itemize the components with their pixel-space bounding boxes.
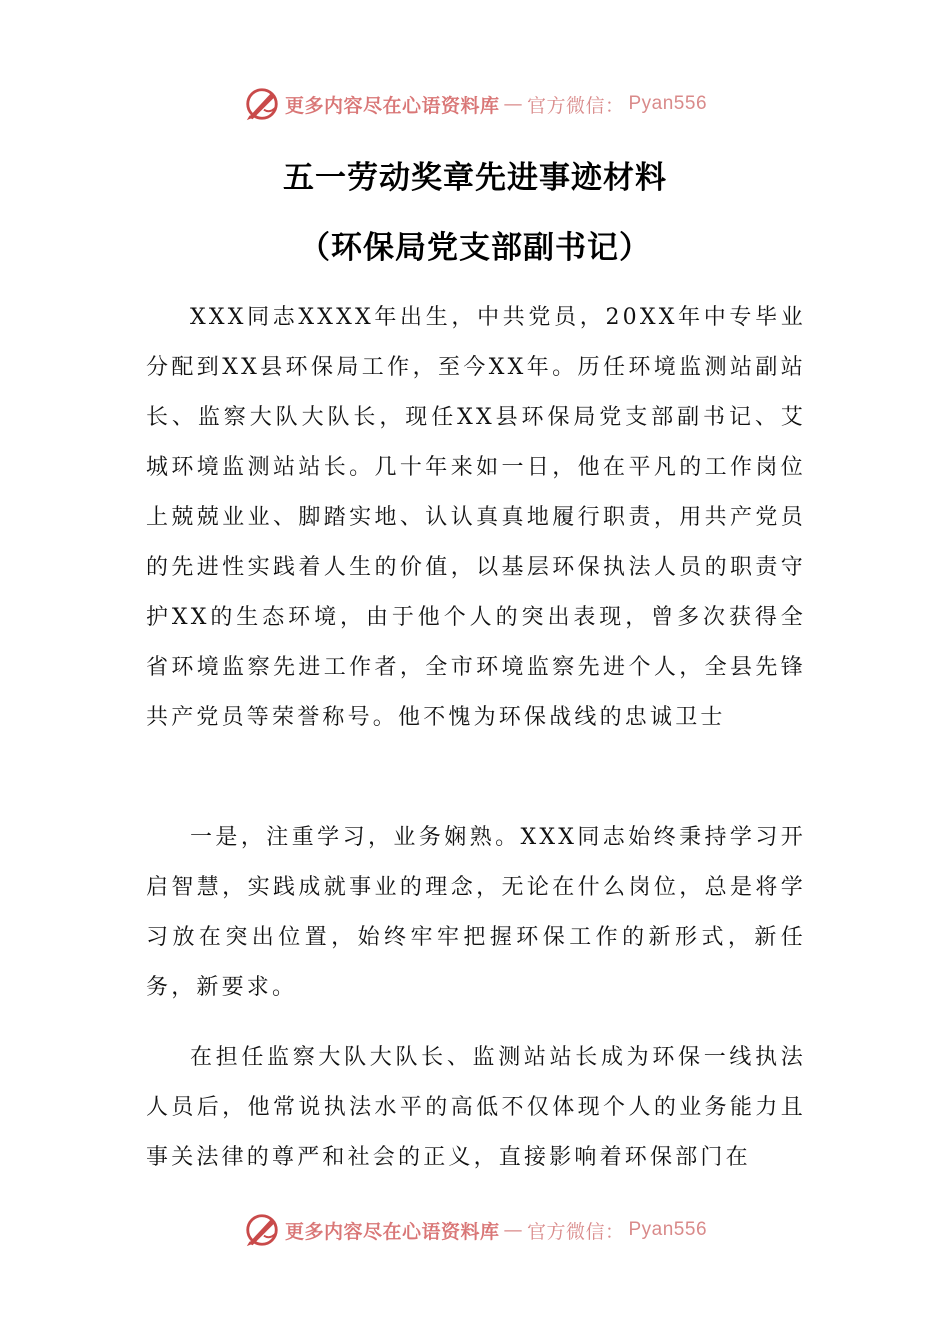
document-subtitle: （环保局党支部副书记） — [299, 230, 651, 266]
watermark-text: 更多内容尽在心语资料库 — [284, 94, 500, 117]
watermark-dash: — — [503, 93, 523, 115]
document-title: 五一劳动奖章先进事迹材料 — [283, 160, 667, 196]
watermark-dash: — — [503, 1219, 523, 1241]
watermark-wechat-id: Pyan556 — [628, 93, 708, 114]
paragraph-enforcement: 在担任监察大队大队长、监测站站长成为环保一线执法人员后，他常说执法水平的高低不仅体现个人的业务能力且事关法律的尊严和社会的正义，直接影响着环保部门在 — [146, 1045, 806, 1170]
watermark-wechat-label: 官方微信： — [526, 1220, 625, 1243]
watermark-wechat-label: 官方微信： — [526, 94, 625, 117]
watermark-content — [243, 1211, 707, 1249]
pen-logo-icon — [243, 1211, 281, 1249]
header-watermark-banner — [0, 82, 950, 126]
watermark-text: 更多内容尽在心语资料库 — [284, 1220, 500, 1243]
watermark-content — [243, 85, 707, 123]
pen-logo-icon — [243, 85, 281, 123]
footer-watermark-banner — [0, 1208, 950, 1252]
watermark-wechat-id: Pyan556 — [628, 1219, 708, 1240]
paragraph-study: 一是，注重学习，业务娴熟。XXX同志始终秉持学习开启智慧，实践成就事业的理念，无论在什么岗位，总是将学习放在突出位置，始终牢牢把握环保工作的新形式，新任务，新要求。 — [146, 825, 806, 1000]
paragraph-intro: XXX同志XXXX年出生，中共党员，20XX年中专毕业分配到XX县环保局工作，至今XX年。历任环境监测站副站长、监察大队大队长，现任XX县环保局党支部副书记、艾城环境监测站站长。几十年来如一日，他在平凡的工作岗位上兢兢业业、脚踏实地、认认真真地履行职责，用共产党员的先进性实践着人生的价值，以基层环保执法人员的职责守护XX的生态环境，由于他个人的突出表现，曾多次获得全省环境监察先进工作者，全市环境监察先进个人，全县先锋共产党员等荣誉称号。他不愧为环保战线的忠诚卫士 — [146, 305, 806, 730]
document-body — [146, 293, 806, 1183]
